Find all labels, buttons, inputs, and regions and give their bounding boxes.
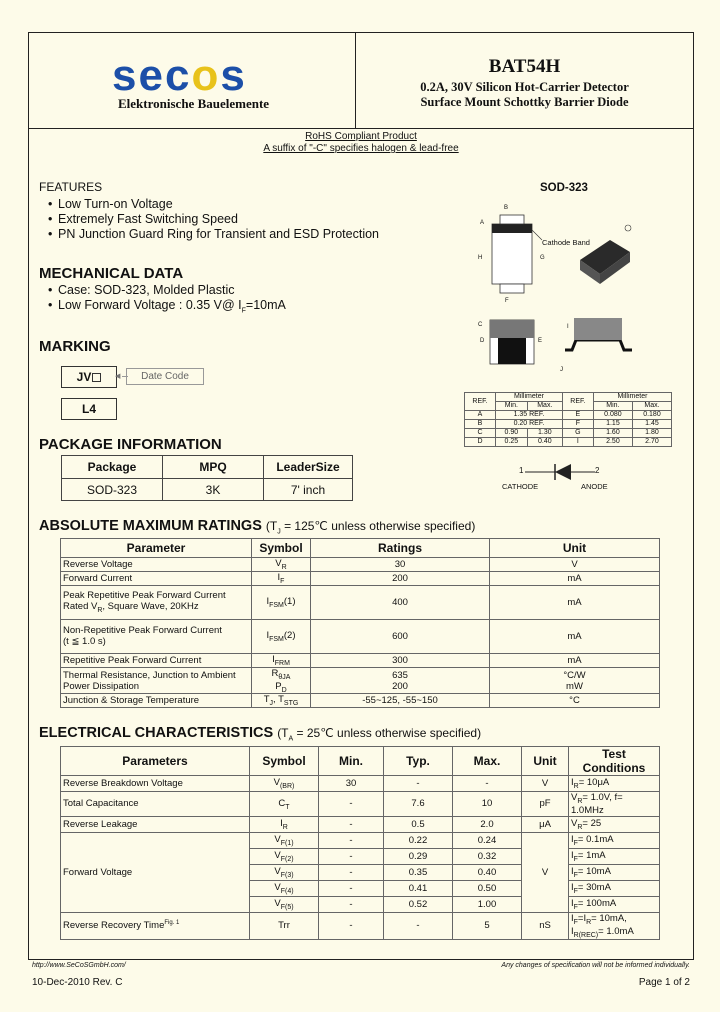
package-table (61, 455, 353, 501)
pin-marker (625, 225, 631, 231)
cathode-band-mark (492, 224, 532, 233)
marking-title: MARKING (39, 338, 111, 355)
dim-label-j: J (560, 367, 563, 373)
elec-title: ELECTRICAL CHARACTERISTICS ($T_A$ = 25℃ unless otherwise specified) (39, 725, 482, 743)
header-divider (28, 128, 694, 129)
footer-date: 10-Dec-2010 Rev. C (32, 977, 123, 988)
table-row: $V_{F(3)}$ - 0.35 0.40 $I_F= 10mA$ (61, 864, 660, 880)
table-row: A 1.35 REF. E 0.080 0.180 (465, 411, 672, 420)
table-row: Reverse Recovery Time$^{Fig. 1}$ Trr - - 5 nS $I_F=I_R= 10mA$, $I_{R(REC)}= 1.0mA$ (61, 912, 660, 939)
table-row: Peak Repetitive Peak Forward Current Rated $V_R$, Square Wave, 20KHz $I_{FSM}(1)$ 400 mA (61, 585, 660, 619)
table-row: Non-Repetitive Peak Forward Current (t ≦ 1.0 s) $I_{FSM}(2)$ 600 mA (61, 619, 660, 653)
table-header: Max. (527, 402, 562, 411)
list-item: • Low Forward Voltage : 0.35 V@ $I_F=10mA$ (48, 298, 286, 315)
table-header: Unit (490, 539, 660, 558)
marking-box-1: JV (61, 366, 117, 388)
table-header: REF. (562, 393, 593, 411)
table-header: Millimeter (593, 393, 671, 402)
sod323-outline-drawing (470, 200, 650, 380)
table-row: Repetitive Peak Forward Current $I_{FRM}$ 300 mA (61, 653, 660, 667)
features-list (48, 197, 379, 242)
table-header: Parameter (61, 539, 252, 558)
bottom-lead (500, 284, 524, 293)
end-view-leads (565, 340, 632, 350)
rohs-line-2: A suffix of "-C" specifies halogen & lead-free (263, 143, 459, 154)
marking-box-2: L4 (61, 398, 117, 420)
dim-label-c: C (478, 322, 483, 328)
table-row: Thermal Resistance, Junction to Ambient Power Dissipation $R_{\theta JA}$ $P_D$ 635 200 °C/W mW (61, 667, 660, 694)
dim-label-i: I (567, 324, 569, 330)
table-row: Reverse Voltage $V_R$ 30 V (61, 558, 660, 572)
abs-max-table (60, 538, 660, 708)
table-cell: 7' inch (264, 479, 353, 501)
date-code-label: Date Code (126, 368, 204, 385)
diagram-title: SOD-323 (540, 182, 588, 194)
table-header: Test Conditions (569, 747, 660, 776)
table-header: Package (62, 456, 163, 479)
side-view-top (490, 320, 534, 338)
table-header: Min. (319, 747, 384, 776)
dim-label-f: F (505, 298, 509, 304)
logo-subtitle: Elektronische Bauelemente (118, 96, 270, 111)
band-leader (532, 230, 542, 240)
table-header: MPQ (163, 456, 264, 479)
table-row: Reverse Leakage $I_R$ - 0.5 2.0 μA $V_R= 25$ (61, 816, 660, 832)
table-header: Min. (593, 402, 632, 411)
part-description-2: Surface Mount Schottky Barrier Diode (420, 95, 629, 109)
footer-page: Page 1 of 2 (638, 977, 690, 988)
list-item: • PN Junction Guard Ring for Transient and ESD Protection (48, 227, 379, 241)
anode-label: ANODE (581, 482, 608, 491)
abs-max-title: ABSOLUTE MAXIMUM RATINGS ($T_J$ = 125℃ unless otherwise specified) (39, 518, 476, 536)
dim-label-a: A (480, 220, 485, 226)
secos-logo: secos (112, 51, 247, 100)
table-header: Max. (632, 402, 671, 411)
table-header: Max. (453, 747, 522, 776)
package-title: PACKAGE INFORMATION (39, 436, 222, 453)
table-header: Typ. (384, 747, 453, 776)
list-item: • Low Turn-on Voltage (48, 197, 173, 211)
elec-table (60, 746, 660, 940)
table-row: Forward Voltage $V_{F(1)}$ - 0.22 0.24 V $I_F= 0.1mA$ (61, 832, 660, 848)
table-row: C 0.90 1.30 G 1.60 1.80 (465, 429, 672, 438)
mechanical-list (48, 283, 286, 319)
table-header: Parameters (61, 747, 250, 776)
table-header: Ratings (311, 539, 490, 558)
dim-label-g: G (540, 255, 545, 261)
mechanical-title: MECHANICAL DATA (39, 265, 184, 282)
table-cell: SOD-323 (62, 479, 163, 501)
end-view-body (574, 318, 622, 340)
table-row: $V_{F(2)}$ - 0.29 0.32 $I_F= 1mA$ (61, 848, 660, 864)
table-header: Symbol (250, 747, 319, 776)
footer-note: Any changes of specification will not be informed individually. (501, 962, 690, 969)
table-row: B 0.20 REF. F 1.15 1.45 (465, 420, 672, 429)
table-row: Reverse Breakdown Voltage $V_{(BR)}$ 30 - - V $I_R= 10\mu A$ (61, 776, 660, 792)
table-row: Forward Current $I_F$ 200 mA (61, 571, 660, 585)
dim-label-b: B (504, 205, 509, 211)
table-header: Millimeter (496, 393, 563, 402)
list-item: • Extremely Fast Switching Speed (48, 212, 238, 226)
rohs-line-1: RoHS Compliant Product (305, 131, 417, 142)
dim-label-d: D (480, 338, 485, 344)
table-row: D 0.25 0.40 I 2.50 2.70 (465, 438, 672, 447)
table-row: Total Capacitance $C_T$ - 7.6 10 pF $V_R= 1.0V$, f= 1.0MHz (61, 792, 660, 817)
dimension-table (464, 392, 672, 447)
cathode-label: CATHODE (502, 482, 539, 491)
footer-url[interactable]: http://www.SeCoSGmbH.com/ (32, 962, 126, 969)
table-header: REF. (465, 393, 496, 411)
cathode-band-label: Cathode Band (542, 238, 590, 247)
table-header: LeaderSize (264, 456, 353, 479)
pin-1-label: 1 (519, 466, 524, 475)
features-title: FEATURES (39, 180, 103, 194)
table-row: Junction & Storage Temperature $T_J$, $T_{STG}$ -55~125, -55~150 °C (61, 694, 660, 708)
list-item: • Case: SOD-323, Molded Plastic (48, 283, 235, 297)
rohs-note (28, 131, 694, 155)
table-row: $V_{F(4)}$ - 0.41 0.50 $I_F= 30mA$ (61, 880, 660, 896)
dim-label-e: E (538, 338, 543, 344)
date-code-square (92, 373, 101, 382)
part-description-1: 0.2A, 30V Silicon Hot-Carrier Detector (420, 80, 629, 94)
table-row: $V_{F(5)}$ - 0.52 1.00 $I_F= 100mA$ (61, 896, 660, 912)
part-number: BAT54H (488, 56, 561, 77)
table-header: Unit (522, 747, 569, 776)
arrow-left-icon: ◀ (115, 373, 121, 380)
table-header: Symbol (252, 539, 311, 558)
diode-symbol-icon (525, 462, 595, 482)
table-cell: 3K (163, 479, 264, 501)
dim-label-h: H (478, 255, 483, 261)
pin-2-label: 2 (595, 466, 600, 475)
side-view-lead (498, 338, 526, 364)
top-lead (500, 215, 524, 224)
table-header: Min. (496, 402, 528, 411)
